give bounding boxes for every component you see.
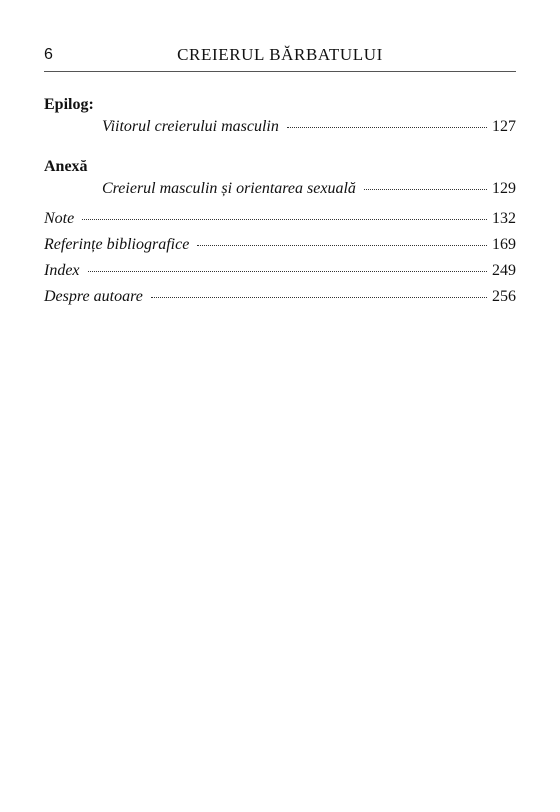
dot-leader (364, 189, 487, 190)
toc-entry-title: Note (44, 210, 75, 227)
toc-entry-referinte[interactable] (44, 234, 516, 256)
section-heading-epilog: Epilog: (44, 96, 94, 113)
running-title: CREIERUL BĂRBATULUI (177, 45, 383, 64)
toc-entry-page: 256 (492, 288, 516, 305)
toc-entry-note[interactable] (44, 208, 516, 230)
toc-entry-despre-autoare[interactable] (44, 286, 516, 308)
toc-entry-page: 129 (492, 180, 516, 197)
toc-entry-index[interactable] (44, 260, 516, 282)
toc-entry-page: 132 (492, 210, 516, 227)
page-number: 6 (44, 46, 53, 63)
toc-entry-anexa[interactable] (44, 178, 516, 200)
toc-entry-title: Viitorul creierului masculin (102, 118, 279, 135)
toc-entry-title: Creierul masculin și orientarea sexuală (102, 180, 356, 197)
dot-leader (287, 127, 487, 128)
section-heading-anexa: Anexă (44, 158, 88, 175)
dot-leader (197, 245, 487, 246)
dot-leader (88, 271, 487, 272)
toc-entry-epilog[interactable] (44, 116, 516, 138)
dot-leader (82, 219, 487, 220)
toc-entry-page: 169 (492, 236, 516, 253)
toc-entry-title: Index (44, 262, 80, 279)
dot-leader (151, 297, 487, 298)
toc-entry-page: 249 (492, 262, 516, 279)
page-header (44, 44, 516, 68)
toc-entry-page: 127 (492, 118, 516, 135)
toc-entry-title: Despre autoare (44, 288, 143, 305)
toc-entry-title: Referințe bibliografice (44, 236, 190, 253)
header-divider (44, 71, 516, 72)
